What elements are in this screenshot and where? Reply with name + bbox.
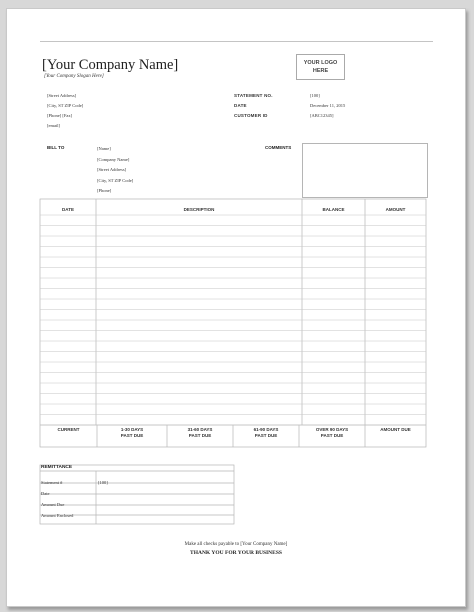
col-balance-header: BALANCE (322, 207, 345, 212)
logo-text-line2: HERE (312, 68, 329, 74)
customer-id-label: CUSTOMER ID (234, 113, 268, 118)
bill-to-label: BILL TO (47, 145, 65, 150)
comments-label: COMMENTS (265, 145, 292, 150)
statement-table-grid (7, 9, 465, 606)
bill-to-company: [Company Name] (97, 156, 130, 162)
summary-61-90: 61-90 DAYS PAST DUE (253, 427, 279, 438)
statement-number-value: [100] (310, 93, 320, 98)
address-street: [Street Address] (47, 93, 77, 98)
address-email: [email] (47, 123, 60, 128)
bill-to-name: [Name] (97, 146, 111, 151)
remittance-title: REMITTANCE (41, 465, 73, 470)
statement-date-value: December 11, 2015 (310, 103, 346, 108)
thank-you-note: THANK YOU FOR YOUR BUSINESS (190, 550, 282, 556)
remittance-amount-due-label: Amount Due (41, 502, 65, 507)
remittance-statement-label: Statement # (41, 480, 63, 485)
col-amount-header: AMOUNT (385, 207, 406, 212)
company-name: [Your Company Name] (42, 57, 179, 73)
summary-current: CURRENT (57, 427, 80, 432)
remittance-amount-enclosed-label: Amount Enclosed (41, 513, 74, 518)
col-date-header: DATE (62, 207, 74, 212)
col-description-header: DESCRIPTION (183, 207, 215, 212)
customer-id-value: [ABC12345] (310, 113, 334, 118)
summary-1-30: 1-30 DAYS PAST DUE (120, 427, 144, 438)
summary-amount-due: AMOUNT DUE (380, 427, 411, 432)
statement-page (6, 8, 466, 607)
summary-over-90: OVER 90 DAYS PAST DUE (315, 427, 349, 438)
payable-note: Make all checks payable to [Your Company Name] (184, 542, 288, 547)
bill-to-phone: [Phone] (97, 188, 112, 193)
logo-text-line1: YOUR LOGO (303, 60, 338, 66)
bill-to-city: [City, ST ZIP Code] (97, 177, 134, 183)
company-slogan: [Your Company Slogan Here] (44, 74, 104, 79)
address-city: [City, ST ZIP Code] (47, 103, 84, 108)
remittance-statement-value: [100] (98, 480, 108, 485)
bill-to-street: [Street Address] (97, 167, 127, 172)
summary-31-60: 31-60 DAYS PAST DUE (187, 427, 213, 438)
address-phone: [Phone] [Fax] (47, 113, 73, 118)
statement-date-label: DATE (234, 103, 247, 108)
statement-number-label: STATEMENT NO. (234, 93, 273, 98)
remittance-date-label: Date (41, 491, 50, 496)
